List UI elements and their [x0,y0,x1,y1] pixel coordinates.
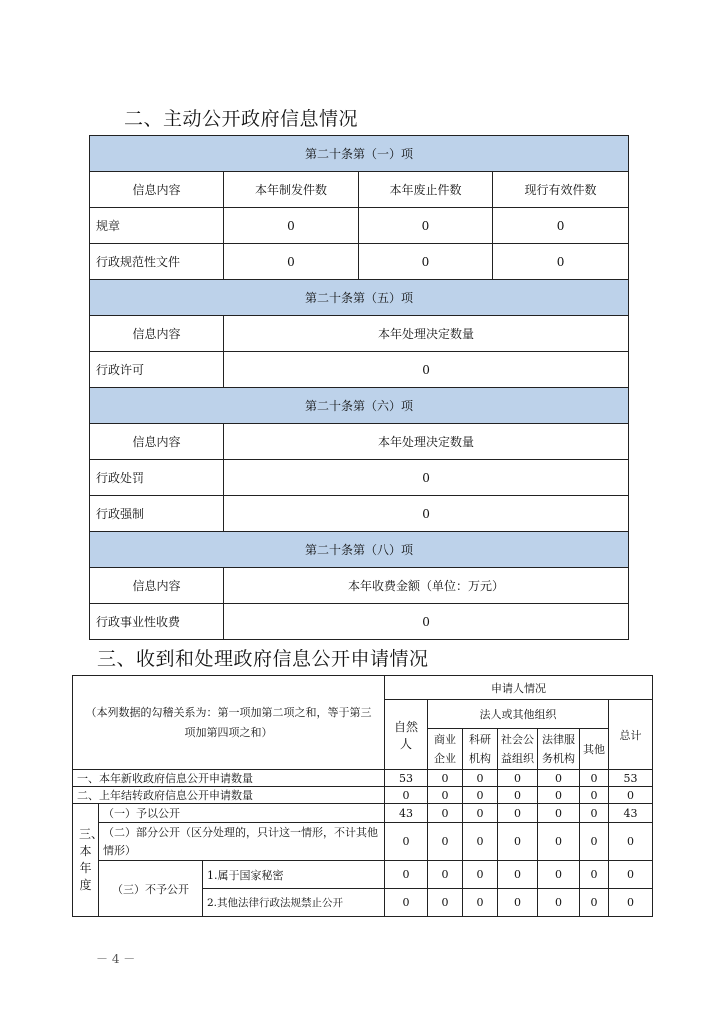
proactive-disclosure-table [89,135,629,640]
row-label: 规章 [90,208,224,244]
application-table [72,675,653,917]
row-label: 行政事业性收费 [90,604,224,640]
cell-value: 0 [385,787,428,804]
col-header: 本年处理决定数量 [224,316,629,352]
cell-value: 0 [385,889,428,917]
cell-value: 0 [580,787,609,804]
cell-value: 0 [224,496,629,532]
cell-value: 0 [463,823,498,861]
cell-value: 0 [538,861,580,889]
cell-value: 53 [609,770,653,787]
row-label: 行政许可 [90,352,224,388]
cell-value: 0 [359,244,493,280]
cell-value: 0 [580,823,609,861]
col-header: 本年制发件数 [224,172,359,208]
cell-value: 0 [224,352,629,388]
cell-value: 0 [580,861,609,889]
cell-value: 0 [428,861,463,889]
cell-value: 0 [609,787,653,804]
col-header: 本年废止件数 [359,172,493,208]
block4-header: 第二十条第（八）项 [90,532,629,568]
row-label: （一）予以公开 [99,804,385,823]
natural-person-header: 自然人 [385,700,428,770]
org-col-header: 商业企业 [428,729,463,770]
cell-value: 0 [463,787,498,804]
applicant-header: 申请人情况 [385,676,653,700]
cell-value: 0 [428,804,463,823]
row-label: 行政强制 [90,496,224,532]
col-header: 信息内容 [90,568,224,604]
section3-title: 三、收到和处理政府信息公开申请情况 [97,648,429,670]
cell-value: 0 [609,823,653,861]
cell-value: 0 [498,770,538,787]
row-label: 1.属于国家秘密 [203,861,385,889]
cell-value: 0 [428,889,463,917]
cell-value: 0 [224,460,629,496]
cell-value: 0 [428,770,463,787]
cell-value: 43 [385,804,428,823]
row-label: 2.其他法律行政法规禁止公开 [203,889,385,917]
row-label: 行政处罚 [90,460,224,496]
withheld-group-label: （三）不予公开 [99,861,203,917]
cell-value: 0 [498,787,538,804]
cell-value: 0 [580,770,609,787]
cell-value: 0 [385,823,428,861]
cell-value: 0 [359,208,493,244]
cell-value: 0 [498,804,538,823]
cell-value: 0 [498,889,538,917]
cell-value: 43 [609,804,653,823]
total-header: 总计 [609,700,653,770]
cell-value: 0 [493,244,629,280]
col-header: 信息内容 [90,316,224,352]
block3-header: 第二十条第（六）项 [90,388,629,424]
cell-value: 0 [538,889,580,917]
cell-value: 0 [609,861,653,889]
org-col-header: 社会公益组织 [498,729,538,770]
cell-value: 0 [493,208,629,244]
cell-value: 0 [498,861,538,889]
col-header: 本年收费金额（单位：万元） [224,568,629,604]
cell-value: 0 [538,770,580,787]
note-cell: （本列数据的勾稽关系为：第一项加第二项之和，等于第三项加第四项之和） [73,676,385,770]
col-header: 信息内容 [90,424,224,460]
cell-value: 0 [580,804,609,823]
cell-value: 0 [463,889,498,917]
cell-value: 0 [224,244,359,280]
block1-header: 第二十条第（一）项 [90,136,629,172]
cell-value: 0 [385,861,428,889]
cell-value: 0 [580,889,609,917]
cell-value: 0 [609,889,653,917]
cell-value: 0 [463,804,498,823]
org-col-header: 其他 [580,729,609,770]
org-col-header: 法律服务机构 [538,729,580,770]
row-label: 行政规范性文件 [90,244,224,280]
cell-value: 0 [428,823,463,861]
cell-value: 0 [463,770,498,787]
group-label: 三、本年度 [73,804,99,917]
cell-value: 0 [498,823,538,861]
section2-title: 二、主动公开政府信息情况 [124,108,359,130]
row-label: 一、本年新收政府信息公开申请数量 [73,770,385,787]
col-header: 本年处理决定数量 [224,424,629,460]
org-header: 法人或其他组织 [428,700,609,729]
cell-value: 0 [538,804,580,823]
cell-value: 0 [538,787,580,804]
cell-value: 0 [224,208,359,244]
org-col-header: 科研机构 [463,729,498,770]
cell-value: 0 [224,604,629,640]
page-number: － 4 － [96,952,136,966]
col-header: 信息内容 [90,172,224,208]
cell-value: 0 [428,787,463,804]
cell-value: 0 [463,861,498,889]
cell-value: 53 [385,770,428,787]
row-label: （二）部分公开（区分处理的，只计这一情形，不计其他情形） [99,823,385,861]
col-header: 现行有效件数 [493,172,629,208]
block2-header: 第二十条第（五）项 [90,280,629,316]
row-label: 二、上年结转政府信息公开申请数量 [73,787,385,804]
cell-value: 0 [538,823,580,861]
